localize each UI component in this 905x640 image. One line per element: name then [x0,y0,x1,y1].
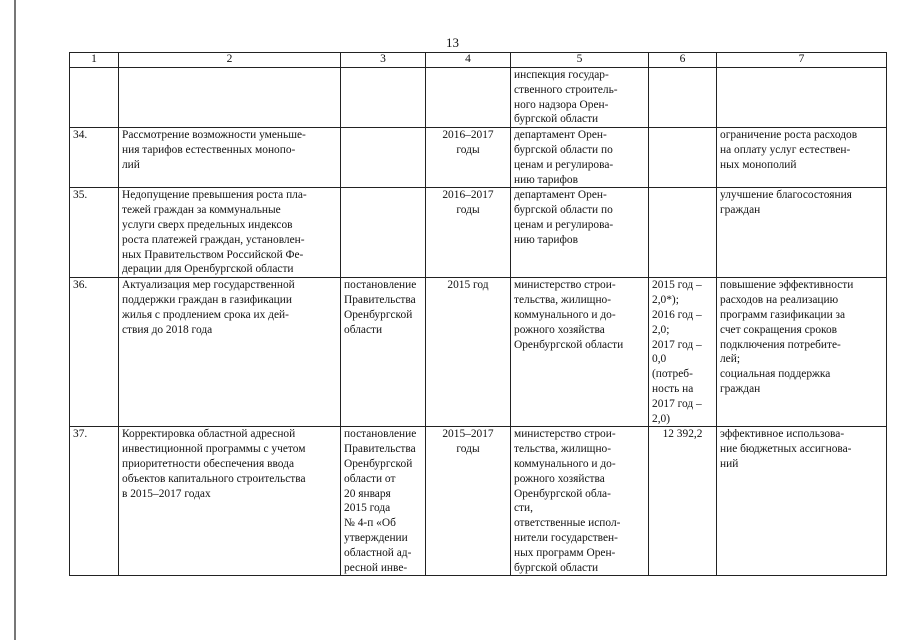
cell-line: области от [344,472,396,485]
cell-line: ного надзора Орен- [514,98,609,111]
col-header: 7 [717,53,887,68]
cell-line: постановление [344,279,417,292]
cell-line: 2016 год – [652,308,702,321]
cell-line: расходов на реализацию [720,294,839,307]
page-left-edge [14,0,16,640]
cell-line: годы [456,204,480,217]
result-cell [717,278,887,427]
cell-line: коммунального и до- [514,308,616,321]
cell-line: № 4-п «Об [344,517,396,530]
cell-line: ний [720,457,739,470]
cell-line: ограничение роста расходов [720,129,858,142]
result-cell [717,68,887,128]
basis-cell [341,427,426,576]
page-number: 13 [446,35,459,50]
period-cell [426,188,511,278]
cell-line: 2,0) [652,412,671,425]
cell-line: ных программ Орен- [514,546,616,559]
cell-line: 2015 год – [652,279,702,292]
num-cell: 35. [70,188,119,278]
cell-line: министерство строи- [514,428,616,441]
cell-line: граждан [720,382,761,395]
cell-line: повышение эффективности [720,279,854,292]
executor-cell [511,427,649,576]
cell-line: бургской области [514,113,599,126]
col-header: 2 [119,53,341,68]
cell-line: бургской области [514,561,599,574]
cell-line: Правительства [344,443,416,456]
cell-line: (потреб- [652,368,693,381]
num-cell [70,68,119,128]
result-cell [717,128,887,188]
cell-line: департамент Орен- [514,189,607,202]
cell-line: годы [456,143,480,156]
cell-line: ресной инве- [344,561,408,574]
funding-cell [649,188,717,278]
cell-line: на оплату услуг естествен- [720,143,851,156]
cell-line: роста платежей граждан, установлен- [122,233,305,246]
cell-line: ценам и регулирова- [514,218,614,231]
cell-line: в 2015–2017 годах [122,487,211,500]
table-row [70,188,887,278]
cell-line: инвестиционной программы с учетом [122,443,306,456]
num-cell: 36. [70,278,119,427]
cell-line: Корректировка областной адресной [122,428,296,441]
cell-line: социальная поддержка [720,368,831,381]
cell-line: 2015–2017 [442,428,494,441]
cell-line: поддержки граждан в газификации [122,294,292,307]
period-cell [426,128,511,188]
cell-line: ние бюджетных ассигнова- [720,443,852,456]
cell-line: постановление [344,428,417,441]
num-cell: 34. [70,128,119,188]
cell-line: нию тарифов [514,233,578,246]
cell-line: 2015 года [344,502,391,515]
cell-line: Актуализация мер государственной [122,279,295,292]
cell-line: тельства, жилищно- [514,443,612,456]
cell-line: сти, [514,502,533,515]
basis-cell [341,68,426,128]
cell-line: 2015 год [447,279,489,292]
cell-line: 20 января [344,487,391,500]
cell-line: 2,0*); [652,294,679,307]
cell-line: 12 392,2 [662,428,703,441]
period-cell [426,427,511,576]
col-header: 5 [511,53,649,68]
col-header: 6 [649,53,717,68]
executor-cell [511,128,649,188]
cell-line: ных Правительством Российской Фе- [122,248,304,261]
name-cell [119,128,341,188]
funding-cell [649,278,717,427]
cell-line: министерство строи- [514,279,616,292]
cell-line: областной ад- [344,546,412,559]
cell-line: 2017 год – [652,397,702,410]
cell-line: нию тарифов [514,173,578,186]
cell-line: лей; [720,353,741,366]
cell-line: 0,0 [652,353,667,366]
cell-line: бургской области по [514,204,613,217]
name-cell [119,188,341,278]
result-cell [717,188,887,278]
cell-line: объектов капитального строительства [122,472,306,485]
name-cell [119,278,341,427]
cell-line: тельства, жилищно- [514,294,612,307]
cell-line: подключения потребите- [720,338,841,351]
basis-cell [341,278,426,427]
period-cell [426,68,511,128]
cell-line: 2017 год – [652,338,702,351]
cell-line: граждан [720,204,761,217]
cell-line: дерации для Оренбургской области [122,263,294,276]
cell-line: инспекция государ- [514,69,609,81]
cell-line: области [344,323,383,336]
cell-line: услуги сверх предельных индексов [122,218,293,231]
cell-line: ствия до 2018 года [122,323,213,336]
cell-line: годы [456,443,480,456]
cell-line: ния тарифов естественных монопо- [122,143,296,156]
cell-line: улучшение благосостояния [720,189,852,202]
cell-line: ценам и регулирова- [514,158,614,171]
cell-line: Оренбургской [344,457,413,470]
col-header: 1 [70,53,119,68]
cell-line: коммунального и до- [514,457,616,470]
cell-line: 2016–2017 [442,129,494,142]
cell-line: ных монополий [720,158,797,171]
executor-cell [511,188,649,278]
table-row [70,68,887,128]
cell-line: Рассмотрение возможности уменьше- [122,129,306,142]
cell-line: программ газификации за [720,308,846,321]
cell-line: 2016–2017 [442,189,494,202]
table-row [70,278,887,427]
result-cell [717,427,887,576]
name-cell [119,427,341,576]
cell-line: 2,0; [652,323,670,336]
cell-line: ственного строитель- [514,83,618,96]
executor-cell [511,278,649,427]
table-row [70,128,887,188]
num-cell: 37. [70,427,119,576]
cell-line: утверждении [344,531,408,544]
cell-line: эффективное использова- [720,428,845,441]
measures-table [69,52,887,576]
col-header: 3 [341,53,426,68]
cell-line: ответственные испол- [514,517,621,530]
cell-line: приоритетности обеспечения ввода [122,457,294,470]
cell-line: рожного хозяйства [514,323,605,336]
cell-line: Оренбургской области [514,338,624,351]
executor-cell [511,68,649,128]
funding-cell [649,68,717,128]
funding-cell [649,427,717,576]
cell-line: Оренбургской обла- [514,487,611,500]
cell-line: нители государствен- [514,531,618,544]
name-cell [119,68,341,128]
basis-cell [341,188,426,278]
col-header: 4 [426,53,511,68]
cell-line: департамент Орен- [514,129,607,142]
cell-line: счет сокращения сроков [720,323,838,336]
cell-line: рожного хозяйства [514,472,605,485]
header-row [70,53,887,68]
period-cell [426,278,511,427]
cell-line: тежей граждан за коммунальные [122,204,281,217]
cell-line: бургской области по [514,143,613,156]
basis-cell [341,128,426,188]
cell-line: Недопущение превышения роста пла- [122,189,307,202]
cell-line: лий [122,158,140,171]
table-row [70,427,887,576]
funding-cell [649,128,717,188]
cell-line: Оренбургской [344,308,413,321]
cell-line: жилья с продлением срока их дей- [122,308,289,321]
cell-line: ность на [652,382,694,395]
cell-line: Правительства [344,294,416,307]
